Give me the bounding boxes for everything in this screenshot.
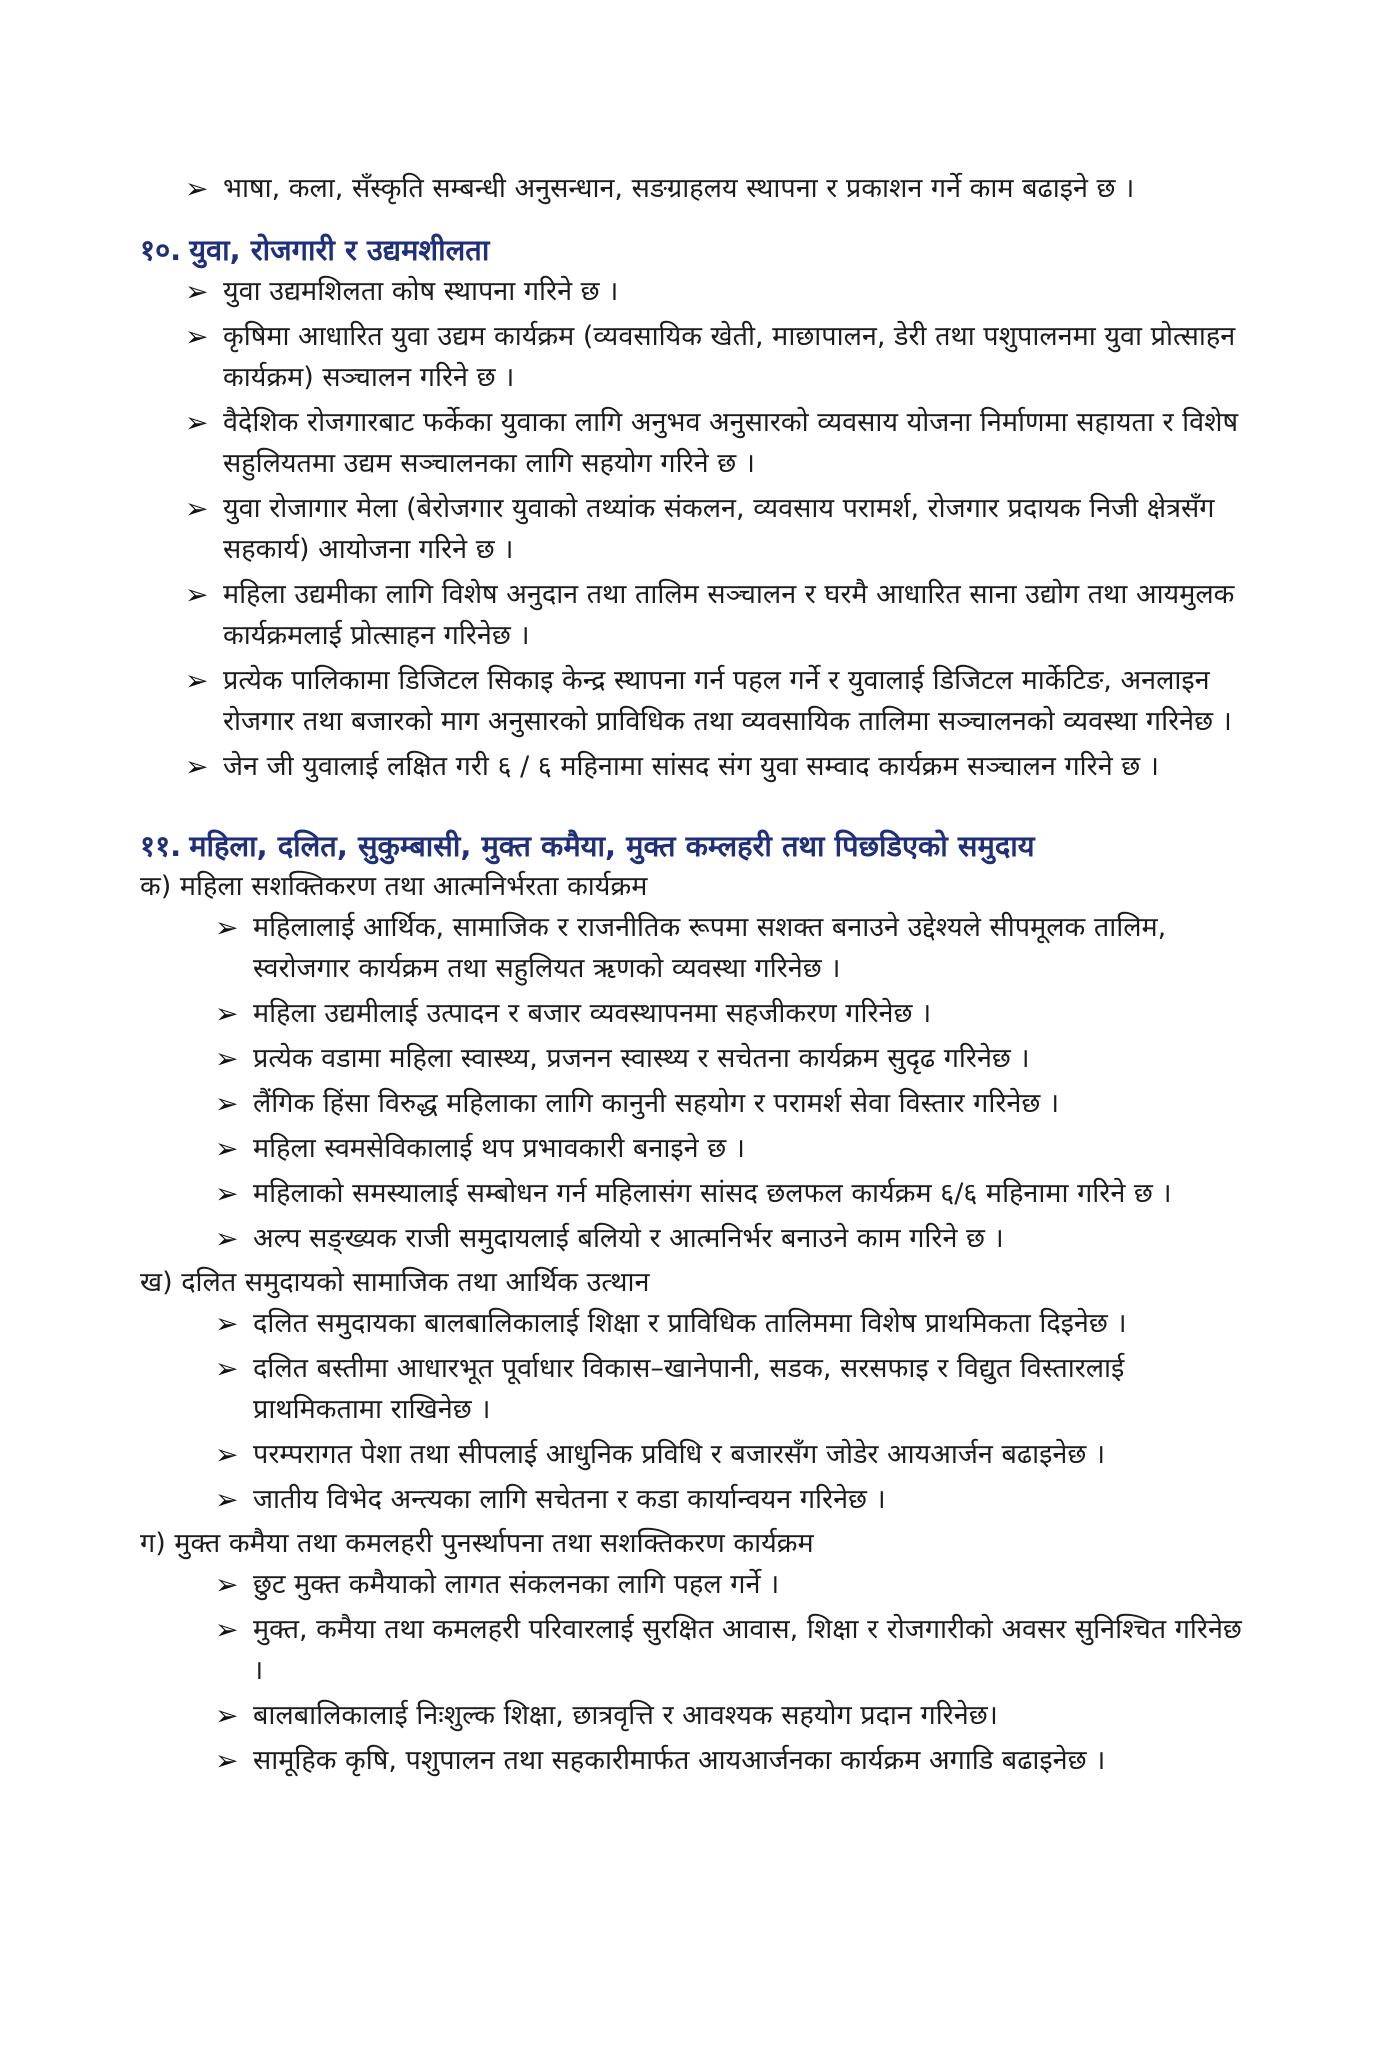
arrow-bullet-icon: ➢ — [215, 1307, 239, 1340]
section-10-heading — [140, 229, 1258, 271]
bullet-text: मुक्त, कमैया तथा कमलहरी परिवारलाई सुरक्षित आवास, शिक्षा र रोजगारीको अवसर सुनिश्चित गरिनेछ । — [253, 1614, 1242, 1686]
bullet-text: महिला स्वमसेविकालाई थप प्रभावकारी बनाइने छ । — [253, 1133, 745, 1164]
list-item — [185, 488, 1258, 570]
list-item — [215, 1303, 1258, 1344]
arrow-bullet-icon: ➢ — [215, 1042, 239, 1075]
arrow-bullet-icon: ➢ — [185, 406, 209, 439]
top-bullet-list — [140, 168, 1258, 209]
section-number: ११. — [140, 829, 182, 863]
list-item — [215, 1083, 1258, 1124]
list-item — [215, 1695, 1258, 1736]
subsection-ga-list — [140, 1564, 1258, 1781]
bullet-text: दलित बस्तीमा आधारभूत पूर्वाधार विकास–खानेपानी, सडक, सरसफाइ र विद्युत विस्तारलाई प्राथमिकतामा राखिनेछ । — [253, 1353, 1125, 1425]
list-item — [215, 1173, 1258, 1214]
subsection-kha-heading: ख) दलित समुदायको सामाजिक तथा आर्थिक उत्थान — [140, 1267, 650, 1298]
spacer — [140, 213, 1258, 229]
list-item — [215, 1434, 1258, 1475]
arrow-bullet-icon: ➢ — [185, 664, 209, 697]
arrow-bullet-icon: ➢ — [215, 1744, 239, 1777]
subsection-ka-heading: क) महिला सशक्तिकरण तथा आत्मनिर्भरता कार्यक्रम — [140, 871, 648, 902]
arrow-bullet-icon: ➢ — [215, 1699, 239, 1732]
bullet-text: छुट मुक्त कमैयाको लागत संकलनका लागि पहल गर्ने । — [253, 1569, 780, 1600]
spacer — [140, 791, 1258, 825]
arrow-bullet-icon: ➢ — [185, 578, 209, 611]
subsection-ga-heading: ग) मुक्त कमैया तथा कमलहरी पुनर्स्थापना तथा सशक्तिकरण कार्यक्रम — [140, 1528, 814, 1559]
section-10-list — [140, 271, 1258, 787]
section-title: महिला, दलित, सुकुम्बासी, मुक्त कमैया, मुक्त कम्लहरी तथा पिछडिएको समुदाय — [189, 829, 1035, 863]
arrow-bullet-icon: ➢ — [215, 1177, 239, 1210]
arrow-bullet-icon: ➢ — [185, 320, 209, 353]
arrow-bullet-icon: ➢ — [185, 492, 209, 525]
bullet-text: अल्प सङ्ख्यक राजी समुदायलाई बलियो र आत्मनिर्भर बनाउने काम गरिने छ । — [253, 1223, 1004, 1254]
arrow-bullet-icon: ➢ — [215, 1438, 239, 1471]
bullet-text: महिला उद्यमीलाई उत्पादन र बजार व्यवस्थापनमा सहजीकरण गरिनेछ । — [253, 998, 932, 1029]
bullet-text: दलित समुदायका बालबालिकालाई शिक्षा र प्राविधिक तालिममा विशेष प्राथमिकता दिइनेछ । — [253, 1308, 1127, 1339]
bullet-text: भाषा, कला, सँस्कृति सम्बन्धी अनुसन्धान, सङग्राहलय स्थापना र प्रकाशन गर्ने काम बढाइने छ । — [223, 173, 1135, 204]
list-item — [215, 1038, 1258, 1079]
list-item — [185, 574, 1258, 656]
list-item — [215, 1128, 1258, 1169]
list-item — [215, 993, 1258, 1034]
subsection-ka-list — [140, 907, 1258, 1259]
arrow-bullet-icon: ➢ — [215, 1087, 239, 1120]
bullet-text: वैदेशिक रोजगारबाट फर्केका युवाका लागि अनुभव अनुसारको व्यवसाय योजना निर्माणमा सहायता र विशेष सहुलियतमा उद्यम सञ्चालनका लागि सहयोग गरिने छ । — [223, 407, 1239, 479]
arrow-bullet-icon: ➢ — [185, 275, 209, 308]
bullet-text: कृषिमा आधारित युवा उद्यम कार्यक्रम (व्यवसायिक खेती, माछापालन, डेरी तथा पशुपालनमा युवा प्रोत्साहन कार्यक्रम) सञ्चालन गरिने छ । — [223, 321, 1236, 393]
bullet-text: महिलालाई आर्थिक, सामाजिक र राजनीतिक रूपमा सशक्त बनाउने उद्देश्यले सीपमूलक तालिम, स्वरोजगार कार्यक्रम तथा सहुलियत ऋणको व्यवस्था गरिनेछ । — [253, 912, 1167, 984]
bullet-text: युवा उद्यमशिलता कोष स्थापना गरिने छ । — [223, 276, 619, 307]
bullet-text: लैंगिक हिंसा विरुद्ध महिलाका लागि कानुनी सहयोग र परामर्श सेवा विस्तार गरिनेछ । — [253, 1088, 1060, 1119]
list-item — [215, 1218, 1258, 1259]
arrow-bullet-icon: ➢ — [215, 1483, 239, 1516]
bullet-text: जेन जी युवालाई लक्षित गरी ६ / ६ महिनामा सांसद संग युवा सम्वाद कार्यक्रम सञ्चालन गरिने छ । — [223, 751, 1160, 782]
list-item — [185, 660, 1258, 742]
arrow-bullet-icon: ➢ — [215, 1568, 239, 1601]
subsection-kha-list — [140, 1303, 1258, 1520]
list-item — [215, 1740, 1258, 1781]
arrow-bullet-icon: ➢ — [215, 997, 239, 1030]
bullet-text: परम्परागत पेशा तथा सीपलाई आधुनिक प्रविधि र बजारसँग जोडेर आयआर्जन बढाइनेछ । — [253, 1439, 1106, 1470]
arrow-bullet-icon: ➢ — [185, 750, 209, 783]
arrow-bullet-icon: ➢ — [215, 1613, 239, 1646]
list-item — [185, 168, 1258, 209]
list-item — [185, 746, 1258, 787]
section-number: १०. — [140, 233, 182, 267]
bullet-text: सामूहिक कृषि, पशुपालन तथा सहकारीमार्फत आयआर्जनका कार्यक्रम अगाडि बढाइनेछ । — [253, 1745, 1106, 1776]
list-item — [215, 1609, 1258, 1691]
bullet-text: बालबालिकालाई निःशुल्क शिक्षा, छात्रवृत्ति र आवश्यक सहयोग प्रदान गरिनेछ। — [253, 1700, 998, 1731]
list-item — [215, 907, 1258, 989]
bullet-text: युवा रोजागार मेला (बेरोजगार युवाको तथ्यांक संकलन, व्यवसाय परामर्श, रोजगार प्रदायक निजी क्षेत्रसँग सहकार्य) आयोजना गरिने छ । — [223, 493, 1215, 565]
section-11-heading — [140, 825, 1258, 867]
bullet-text: प्रत्येक पालिकामा डिजिटल सिकाइ केन्द्र स्थापना गर्न पहल गर्ने र युवालाई डिजिटल मार्केटिङ, अनलाइन रोजगार तथा बजारको माग अनुसारको प्राविधिक तथा व्यवसायिक तालिमा सञ्चालनको व्यवस्था गरिनेछ । — [223, 665, 1232, 737]
bullet-text: प्रत्येक वडामा महिला स्वास्थ्य, प्रजनन स्वास्थ्य र सचेतना कार्यक्रम सुदृढ गरिनेछ । — [253, 1043, 1030, 1074]
bullet-text: महिलाको समस्यालाई सम्बोधन गर्न महिलासंग सांसद छलफल कार्यक्रम ६/६ महिनामा गरिने छ । — [253, 1178, 1172, 1209]
bullet-text: महिला उद्यमीका लागि विशेष अनुदान तथा तालिम सञ्चालन र घरमै आधारित साना उद्योग तथा आयमुलक कार्यक्रमलाई प्रोत्साहन गरिनेछ । — [223, 579, 1235, 651]
arrow-bullet-icon: ➢ — [215, 911, 239, 944]
arrow-bullet-icon: ➢ — [215, 1132, 239, 1165]
arrow-bullet-icon: ➢ — [215, 1352, 239, 1385]
section-title: युवा, रोजगारी र उद्यमशीलता — [189, 233, 490, 267]
arrow-bullet-icon: ➢ — [215, 1222, 239, 1255]
list-item — [215, 1564, 1258, 1605]
list-item — [215, 1479, 1258, 1520]
bullet-text: जातीय विभेद अन्त्यका लागि सचेतना र कडा कार्यान्वयन गरिनेछ । — [253, 1484, 886, 1515]
list-item — [215, 1348, 1258, 1430]
list-item — [185, 316, 1258, 398]
list-item — [185, 402, 1258, 484]
list-item — [185, 271, 1258, 312]
arrow-bullet-icon: ➢ — [185, 172, 209, 205]
